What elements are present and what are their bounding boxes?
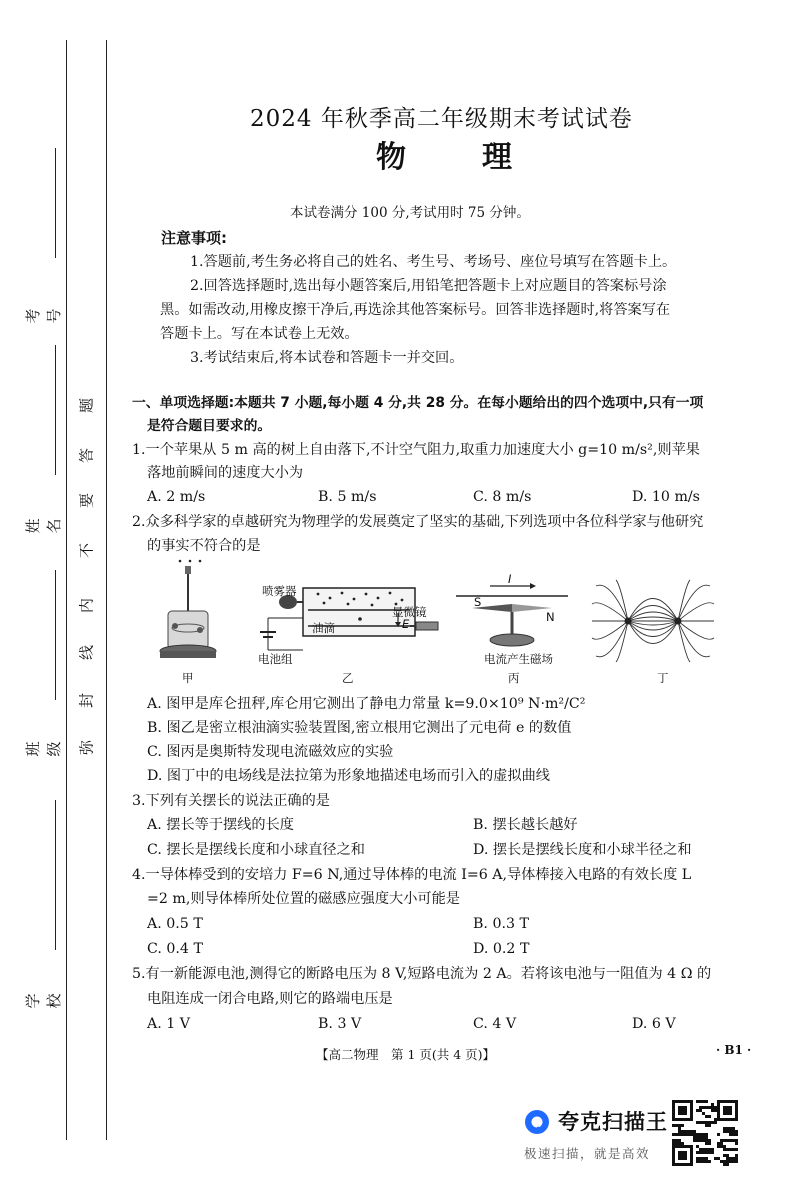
seal-char: 题	[77, 398, 96, 414]
scanner-slogan: 极速扫描，就是高效	[524, 1146, 651, 1161]
notes-line-2: 2.回答选择题时,选出每小题答案后,用铅笔把答题卡上对应题目的答案标号涂	[190, 278, 667, 294]
q4-line-2: =2 m,则导体棒所处位置的磁感应强度大小可能是	[147, 891, 460, 907]
figure-bing-pole-s: S	[474, 595, 482, 609]
binding-line-outer	[66, 40, 67, 1140]
paper-code: · B1 ·	[716, 1043, 752, 1057]
q3-stem: 3.下列有关摆长的说法正确的是	[132, 793, 330, 809]
q1-line-1: 1.一个苹果从 5 m 高的树上自由落下,不计空气阻力,取重力加速度大小 g=10 m/s²,则苹果	[132, 442, 700, 458]
figure-jia-torsion-balance	[150, 556, 230, 668]
seal-char: 弥	[77, 740, 96, 756]
page-footer: 【高二物理 第 1 页(共 4 页)】	[316, 1047, 496, 1062]
q2-option-b: B. 图乙是密立根油滴实验装置图,密立根用它测出了元电荷 e 的数值	[147, 720, 572, 736]
q5-option-c: C. 4 V	[473, 1016, 517, 1032]
figure-bing-oersted	[450, 574, 574, 654]
figure-yi-oil-drop-label: 油滴	[312, 621, 335, 635]
q4-option-d: D. 0.2 T	[473, 941, 530, 957]
q1-option-d: D. 10 m/s	[632, 489, 700, 505]
notes-line-1: 1.答题前,考生务必将自己的姓名、考生号、考场号、座位号填写在答题卡上。	[190, 254, 677, 270]
section1-line-2: 是符合题目要求的。	[147, 418, 272, 434]
q3-option-b: B. 摆长越长越好	[473, 817, 578, 833]
seal-char: 封	[77, 693, 96, 709]
qr-code-icon	[672, 1100, 738, 1166]
q1-option-c: C. 8 m/s	[473, 489, 532, 505]
xingming-label: 姓名	[24, 518, 63, 534]
q1-line-2: 落地前瞬间的速度大小为	[147, 465, 304, 481]
q4-option-a: A. 0.5 T	[147, 916, 203, 932]
kaohao-label: 考号	[24, 308, 63, 324]
notes-heading: 注意事项:	[161, 229, 227, 247]
exam-title: 2024 年秋季高二年级期末考试试卷	[250, 106, 633, 132]
banji-label: 班级	[24, 741, 63, 757]
q5-option-d: D. 6 V	[632, 1016, 676, 1032]
q5-line-1: 5.有一新能源电池,测得它的断路电压为 8 V,短路电流为 2 A。若将该电池与一阻值为 4 Ω 的	[132, 966, 712, 982]
seal-char: 线	[77, 645, 96, 661]
q5-option-b: B. 3 V	[318, 1016, 362, 1032]
figure-ding-field-lines	[590, 578, 716, 664]
figure-bing-caption: 丙	[508, 671, 520, 685]
notes-line-3: 黑。如需改动,用橡皮擦干净后,再选涂其他答案标号。回答非选择题时,将答案写在	[160, 302, 671, 318]
q5-line-2: 电阻连成一闭合电路,则它的路端电压是	[147, 991, 393, 1007]
binding-line-inner	[106, 40, 107, 1140]
q4-line-1: 4.一导体棒受到的安培力 F=6 N,通过导体棒的电流 I=6 A,导体棒接入电路的有效长度 L	[132, 867, 692, 883]
subject-char-2: 理	[482, 140, 512, 175]
q5-option-a: A. 1 V	[147, 1016, 191, 1032]
figure-yi-sprayer-label: 喷雾器	[262, 584, 297, 598]
subject-char-1: 物	[376, 140, 406, 175]
seal-char: 答	[77, 448, 96, 464]
section1-line-1: 一、单项选择题:本题共 7 小题,每小题 4 分,共 28 分。在每小题给出的四个选项中,只有一项	[132, 395, 704, 411]
q1-option-a: A. 2 m/s	[147, 489, 206, 505]
q2-line-1: 2.众多科学家的卓越研究为物理学的发展奠定了坚实的基础,下列选项中各位科学家与他研究	[132, 514, 704, 530]
xuexiao-underline	[55, 800, 56, 950]
seal-char: 要	[77, 493, 96, 509]
figure-yi-microscope-label: 显微镜	[392, 605, 427, 619]
banji-underline	[55, 570, 56, 700]
figure-bing-sub-caption: 电流产生磁场	[484, 652, 553, 666]
kaohao-underline	[55, 148, 56, 258]
q2-option-a: A. 图甲是库仑扭秤,库仑用它测出了静电力常量 k=9.0×10⁹ N·m²/C²	[147, 696, 586, 712]
q3-option-c: C. 摆长是摆线长度和小球直径之和	[147, 842, 365, 858]
scanner-brand: 夸克扫描王	[558, 1110, 668, 1134]
q4-option-c: C. 0.4 T	[147, 941, 203, 957]
figure-ding-caption: 丁	[657, 671, 669, 685]
exam-info: 本试卷满分 100 分,考试用时 75 分钟。	[290, 205, 530, 221]
scanner-logo-icon	[523, 1108, 551, 1136]
figure-bing-current-label: I	[508, 572, 512, 586]
figure-yi-battery-label: 电池组	[258, 652, 293, 666]
q4-option-b: B. 0.3 T	[473, 916, 529, 932]
q2-option-c: C. 图丙是奥斯特发现电流磁效应的实验	[147, 744, 394, 760]
q2-line-2: 的事实不符合的是	[147, 538, 261, 554]
figure-yi-caption: 乙	[342, 671, 354, 685]
q1-option-b: B. 5 m/s	[318, 489, 377, 505]
figure-bing-pole-n: N	[546, 610, 555, 624]
xuexiao-label: 学校	[24, 993, 63, 1009]
q3-option-d: D. 摆长是摆线长度和小球半径之和	[473, 842, 692, 858]
seal-char: 内	[77, 598, 96, 614]
q2-option-d: D. 图丁中的电场线是法拉第为形象地描述电场而引入的虚拟曲线	[147, 768, 550, 784]
q3-option-a: A. 摆长等于摆线的长度	[147, 817, 294, 833]
notes-line-5: 3.考试结束后,将本试卷和答题卡一并交回。	[190, 350, 464, 366]
seal-char: 不	[77, 543, 96, 559]
figure-yi-field-label: E	[402, 617, 410, 631]
figure-jia-caption: 甲	[182, 671, 194, 685]
xingming-underline	[55, 345, 56, 475]
notes-line-4: 答题卡上。写在本试卷上无效。	[160, 326, 359, 342]
